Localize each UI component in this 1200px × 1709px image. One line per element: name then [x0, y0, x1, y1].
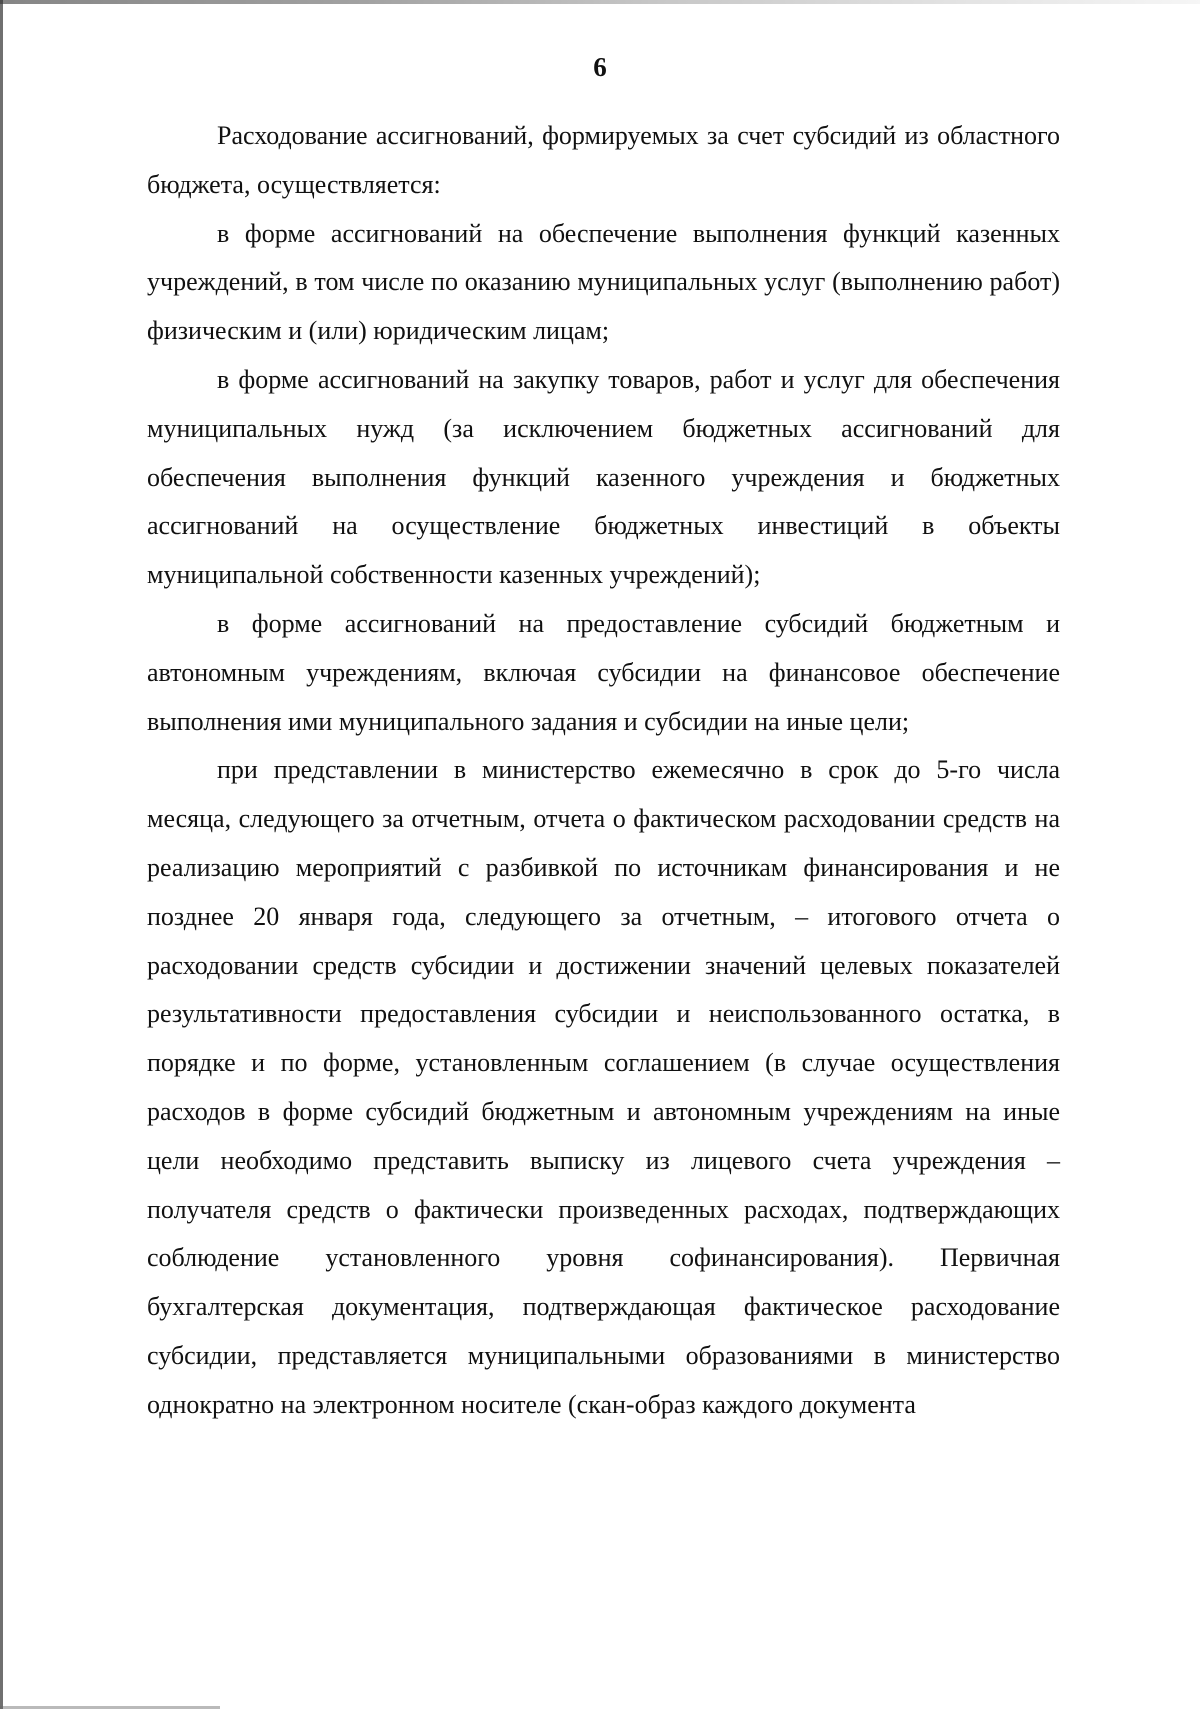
- paragraph-state-institutions: в форме ассигнований на обеспечение выполнения функций казенных учреждений, в том числе по оказанию муниципальных услуг (выполнению работ) физическим и (или) юридическим лицам;: [147, 218, 1060, 346]
- page-number: 6: [593, 52, 607, 82]
- paragraph-expenditure-intro: Расходование ассигнований, формируемых за счет субсидий из областного бюджета, осуществляется:: [147, 121, 1060, 199]
- paragraph-procurement: в форме ассигнований на закупку товаров, работ и услуг для обеспечения муниципальных нужд (за исключением бюджетных ассигнований для обеспечения выполнения функций казенного учреждения и бюджетных ассигнований на осуществление бюджетных инвестиций в объекты муниципальной собственности казенных учреждений);: [147, 364, 1060, 590]
- paragraph-reporting: при представлении в министерство ежемесячно в срок до 5-го числа месяца, следующего за отчетным, отчета о фактическом расходовании средств на реализацию мероприятий с разбивкой по источникам финансирования и не позднее 20 января года, следующего за отчетным, – итогового отчета о расходовании средств субсидии и достижении значений целевых показателей результативности предоставления субсидии и неиспользованного остатка, в порядке и по форме, установленным соглашением (в случае осуществления расходов в форме субсидий бюджетным и автономным учреждениям на иные цели необходимо представить выписку из лицевого счета учреждения – получателя средств о фактически произведенных расходах, подтверждающих соблюдение установленного уровня софинансирования). Первичная бухгалтерская документация, подтверждающая фактическое расходование субсидии, представляется муниципальными образованиями в министерство однократно на электронном носителе (скан-образ каждого документа: [147, 755, 1060, 1419]
- scan-edge-left: [0, 0, 3, 1709]
- paragraph-subsidies-budget-institutions: в форме ассигнований на предоставление субсидий бюджетным и автономным учреждениям, включая субсидии на финансовое обеспечение выполнения ими муниципального задания и субсидии на иные цели;: [147, 608, 1060, 736]
- scan-edge-top: [0, 0, 1200, 4]
- document-body: [147, 112, 1060, 1430]
